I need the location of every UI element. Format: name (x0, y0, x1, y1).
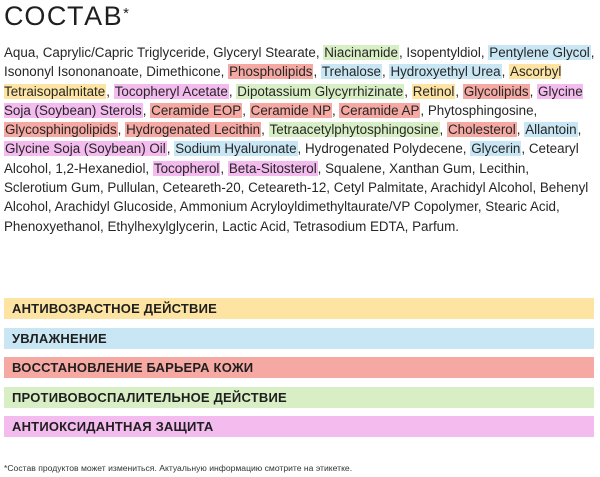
ingredient-highlight-antioxidant: Tocopherol (153, 160, 220, 176)
legend-label: ПРОТИВОВОСПАЛИТЕЛЬНОЕ ДЕЙСТВИЕ (12, 389, 287, 405)
legend (4, 298, 594, 446)
ingredient-highlight-barrier: Ceramide AP (340, 102, 420, 118)
ingredient-highlight-antioxidant: Glycine Soja (Soybean) Oil (5, 141, 166, 157)
ingredient-text: , Squalene, Xanthan Gum, Lecithin, Sclerotium Gum, Pullulan, Ceteareth-20, Ceteareth-12, Cetyl Palmitate, Arachidyl Alcohol, Behenyl Alcohol, Arachidyl Glucoside, Ammonium Acryloyldimethyltaurate/VP Copolymer, Stearic Acid, Phenoxyethanol, Ethylhexylglycerin, Lactic Acid, Tetrasodium EDTA, Parfum. (4, 160, 589, 234)
ingredient-highlight-barrier: Ceramide NP (250, 102, 332, 118)
ingredient-highlight-moisture: Hydroxyethyl Urea (390, 64, 501, 80)
ingredient-highlight-antioxidant: Beta-Sitosterol (228, 160, 317, 176)
ingredient-highlight-moisture: Pentylene Glycol (489, 45, 590, 60)
legend-label: АНТИОКСИДАНТНАЯ ЗАЩИТА (12, 419, 214, 434)
legend-label: УВЛАЖНЕНИЕ (12, 330, 107, 346)
ingredient-highlight-barrier: Hydrogenated Lecithin (126, 122, 261, 138)
ingredient-highlight-moisture: Glycerin (471, 141, 521, 157)
ingredient-highlight-antiinflam: Tetraacetylphytosphingosine (269, 122, 439, 138)
ingredient-text: , (242, 102, 250, 118)
legend-item-moisture (4, 328, 594, 349)
ingredient-highlight-moisture: Allantoin (525, 122, 577, 138)
ingredient-text: , (501, 64, 510, 80)
ingredient-highlight-barrier: Phospholipids (229, 64, 313, 80)
ingredient-text: , (261, 122, 269, 138)
legend-item-antiinflam (4, 387, 594, 408)
ingredient-text: , Isopentyldiol, (398, 45, 489, 60)
ingredient-highlight-antiage: Retinol (412, 83, 455, 99)
ingredient-text: , (577, 122, 582, 138)
ingredient-text: , (455, 83, 463, 99)
ingredient-text: , Hydrogenated Polydecene, (297, 141, 471, 157)
legend-label: ВОССТАНОВЛЕНИЕ БАРЬЕРА КОЖИ (12, 360, 254, 375)
ingredients-list (4, 43, 596, 236)
ingredient-text: , (166, 141, 175, 157)
ingredient-text: , (381, 64, 390, 80)
ingredient-highlight-barrier: Glycolipids (463, 83, 529, 99)
ingredient-text: , Isononyl Isononanoate, Dimethicone, (4, 45, 595, 80)
ingredient-text: , (516, 122, 525, 138)
ingredient-highlight-moisture: Trehalose (321, 64, 381, 80)
page-title (4, 0, 129, 32)
legend-item-antioxidant (4, 416, 594, 437)
ingredient-text: , (332, 102, 340, 118)
ingredient-text: , (228, 83, 237, 99)
ingredient-highlight-antioxidant: Glycine Soja (Soybean) Sterols (4, 83, 583, 118)
ingredient-text: , (439, 122, 447, 138)
ingredient-text: , (117, 122, 126, 138)
ingredient-text: , (404, 83, 412, 99)
ingredient-highlight-antioxidant: Tocopheryl Acetate (114, 83, 228, 99)
legend-label: АНТИВОЗРАСТНОЕ ДЕЙСТВИЕ (12, 301, 218, 316)
ingredient-highlight-antiage: Ascorbyl Tetraisopalmitate (4, 64, 562, 99)
legend-item-antiage (4, 298, 594, 319)
ingredient-highlight-antiinflam: Dipotassium Glycyrrhizinate (237, 83, 404, 99)
title-asterisk: * (123, 5, 129, 22)
ingredient-text: , Phytosphingosine, (420, 102, 538, 118)
legend-item-barrier (4, 357, 594, 378)
title-text: СОСТАВ (4, 1, 124, 31)
ingredient-highlight-antiinflam: Niacinamide (324, 45, 398, 60)
ingredient-text: , (220, 160, 228, 176)
ingredient-highlight-barrier: Glycosphingolipids (5, 122, 117, 138)
ingredient-highlight-barrier: Cholesterol (448, 122, 516, 138)
ingredient-text: , (529, 83, 538, 99)
ingredient-highlight-moisture: Sodium Hyaluronate (175, 141, 297, 157)
ingredient-text: , (313, 64, 321, 80)
ingredient-text: , Cetearyl Alcohol, 1,2-Hexanediol, (4, 141, 579, 176)
footnote: *Состав продуктов может измениться. Актуальную информацию смотрите на этикетке. (4, 463, 353, 473)
ingredient-highlight-barrier: Ceramide EOP (151, 102, 242, 118)
ingredient-text: , (106, 83, 114, 99)
ingredient-text: , (142, 102, 151, 118)
ingredient-text: Aqua, Caprylic/Capric Triglyceride, Glyceryl Stearate, (4, 45, 324, 60)
